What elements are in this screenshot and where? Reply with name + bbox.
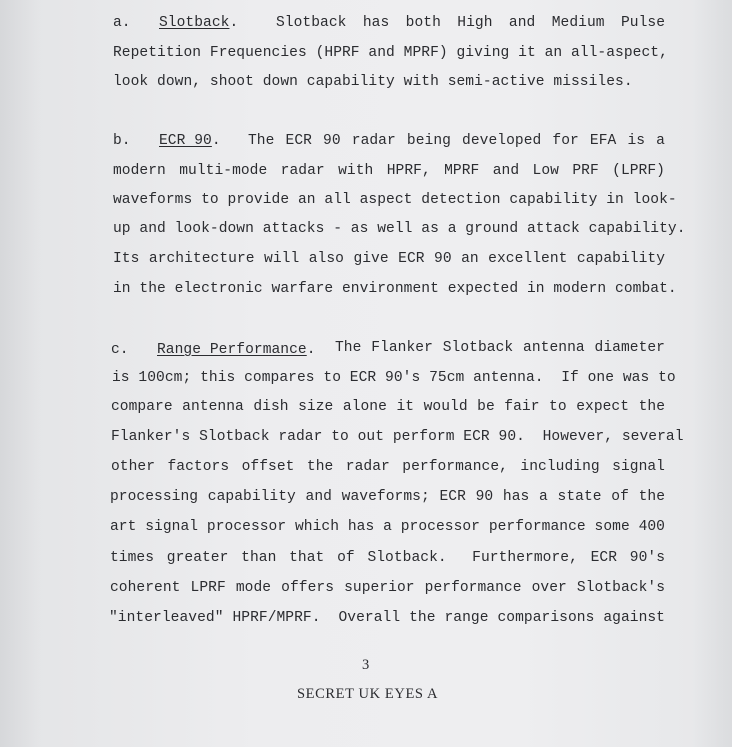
paragraph-a-heading-line [113,14,238,32]
paragraph-a-line-2: Repetition Frequencies (HPRF and MPRF) giving it an all-aspect, [113,45,668,61]
paragraph-c-line-9: coherent LPRF mode offers superior performance over Slotback's [110,580,665,596]
paragraph-a-heading-suffix: . [229,15,239,31]
paragraph-c-line-3: compare antenna dish size alone it would be fair to expect the [111,399,665,415]
paragraph-c-line-4: Flanker's Slotback radar to out perform ECR 90. However, several [111,429,684,445]
paragraph-b-label: b. [113,133,131,149]
paragraph-b-heading-suffix: . [211,133,221,149]
paragraph-c-heading-line [111,341,316,359]
paragraph-c-line-7: art signal processor which has a processor performance some 400 [110,519,665,535]
paragraph-b-line-3: waveforms to provide an all aspect detection capability in look- [113,192,677,208]
paragraph-a-line-3: look down, shoot down capability with semi-active missiles. [113,74,633,90]
paragraph-c-heading-suffix: . [306,342,316,358]
paragraph-c-line-2: is 100cm; this compares to ECR 90's 75cm antenna. If one was to [112,370,676,386]
paragraph-b-heading: ECR 90 [159,133,212,149]
paragraph-c-heading: Range Performance [157,342,307,358]
page-shadow-left [0,0,40,747]
paragraph-b-line-5: Its architecture will also give ECR 90 an excellent capability [113,251,665,267]
paragraph-b-line-2: modern multi-mode radar with HPRF, MPRF and Low PRF (LPRF) [113,163,665,179]
paragraph-c-line-5: other factors offset the radar performance, including signal [111,459,665,475]
paragraph-b-heading-line [113,132,221,150]
paragraph-c-line-1: The Flanker Slotback antenna diameter [335,340,665,356]
paragraph-b-line-1: The ECR 90 radar being developed for EFA is a [248,133,665,149]
paragraph-a-heading: Slotback [159,15,230,31]
paragraph-b-line-4: up and look-down attacks - as well as a ground attack capability. [113,221,686,237]
security-classification: SECRET UK EYES A [297,686,439,702]
paragraph-b-line-6: in the electronic warfare environment expected in modern combat. [113,281,677,297]
page-number: 3 [362,657,370,673]
paragraph-c-label: c. [111,342,129,358]
paragraph-c-line-6: processing capability and waveforms; ECR 90 has a state of the [110,489,665,505]
paragraph-a-label: a. [113,15,131,31]
page-shadow-right [692,0,732,747]
paragraph-c-line-8: times greater than that of Slotback. Furthermore, ECR 90's [110,550,665,566]
paragraph-a-line-1: Slotback has both High and Medium Pulse [276,15,665,31]
paragraph-c-line-10: "interleaved" HPRF/MPRF. Overall the range comparisons against [109,610,665,626]
